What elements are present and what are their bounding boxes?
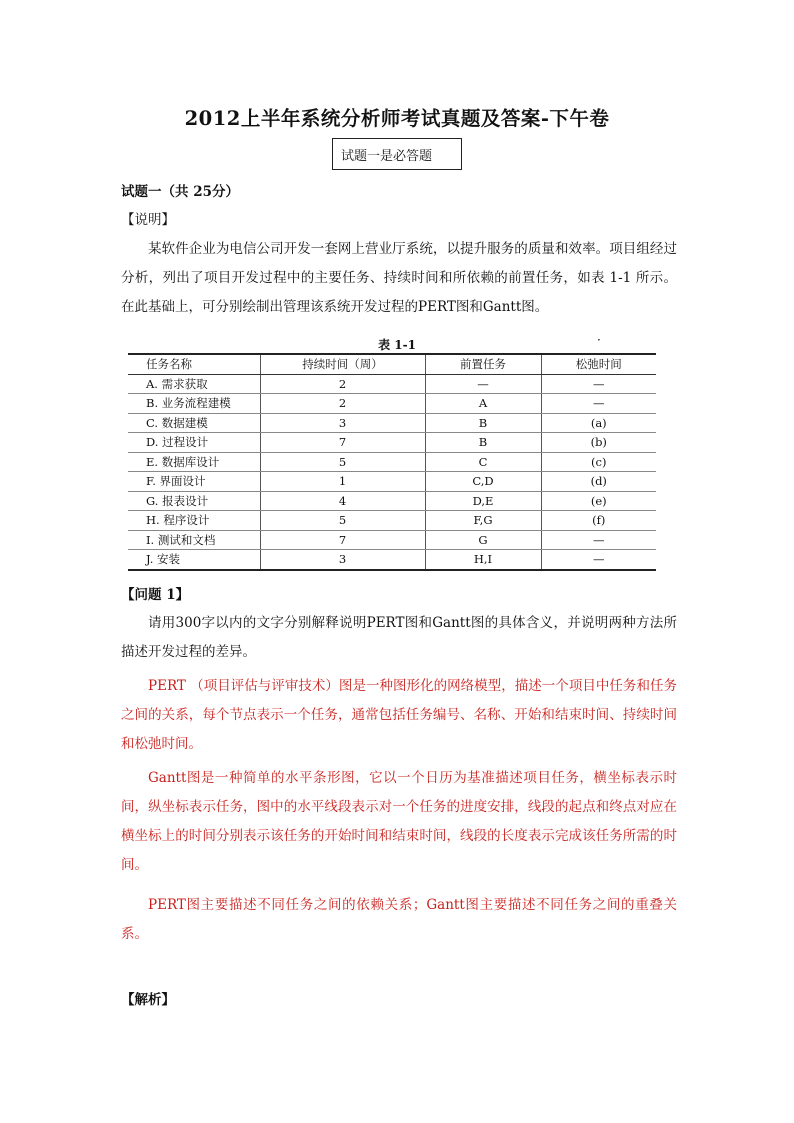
predecessor-cell: B	[425, 413, 541, 433]
slack-cell: —	[541, 550, 656, 570]
table-header-cell: 任务名称	[128, 354, 260, 374]
duration-cell: 3	[260, 550, 425, 570]
duration-cell: 7	[260, 433, 425, 453]
predecessor-cell: G	[425, 530, 541, 550]
slack-cell: —	[541, 530, 656, 550]
task-name-cell: F. 界面设计	[128, 472, 260, 492]
task-name-cell: G. 报表设计	[128, 491, 260, 511]
table-row	[128, 550, 656, 570]
analysis-label: 【解析】	[121, 992, 175, 1008]
table-row	[128, 394, 656, 414]
table-row	[128, 472, 656, 492]
required-question-box: 试题一是必答题	[332, 138, 462, 170]
problem1-label: 【问题 1】	[121, 587, 190, 603]
description-label: 【说明】	[121, 212, 175, 228]
slack-cell: —	[541, 374, 656, 394]
duration-cell: 3	[260, 413, 425, 433]
table-header-cell: 松弛时间	[541, 354, 656, 374]
table-header-cell: 前置任务	[425, 354, 541, 374]
duration-cell: 7	[260, 530, 425, 550]
table-row	[128, 413, 656, 433]
task-name-cell: D. 过程设计	[128, 433, 260, 453]
problem1-paragraph: 请用300字以内的文字分别解释说明PERT图和Gantt图的具体含义，并说明两种方法所描述开发过程的差异。	[121, 615, 677, 660]
description-paragraph: 某软件企业为电信公司开发一套网上营业厅系统，以提升服务的质量和效率。项目组经过分析，列出了项目开发过程中的主要任务、持续时间和所依赖的前置任务，如表 1-1 所示。在此基础上，可分别绘制出管理该系统开发过程的PERT图和Gantt图。	[121, 241, 677, 315]
table-row	[128, 433, 656, 453]
slack-cell: (f)	[541, 511, 656, 531]
slack-cell: (d)	[541, 472, 656, 492]
table-row	[128, 491, 656, 511]
duration-cell: 2	[260, 394, 425, 414]
task-name-cell: B. 业务流程建模	[128, 394, 260, 414]
task-name-cell: J. 安装	[128, 550, 260, 570]
task-name-cell: H. 程序设计	[128, 511, 260, 531]
predecessor-cell: H,I	[425, 550, 541, 570]
answer-pert-paragraph: PERT （项目评估与评审技术）图是一种图形化的网络模型，描述一个项目中任务和任务之间的关系，每个节点表示一个任务，通常包括任务编号、名称、开始和结束时间、持续时间和松弛时间。	[121, 678, 677, 752]
predecessor-cell: C	[425, 452, 541, 472]
table-row	[128, 530, 656, 550]
table-row	[128, 374, 656, 394]
question-heading: 试题一（共 25分）	[121, 184, 239, 200]
predecessor-cell: C,D	[425, 472, 541, 492]
answer-gantt-paragraph: Gantt图是一种简单的水平条形图，它以一个日历为基准描述项目任务，横坐标表示时间，纵坐标表示任务，图中的水平线段表示对一个任务的进度安排，线段的起点和终点对应在横坐标上的时间分别表示该任务的开始时间和结束时间，线段的长度表示完成该任务所需的时间。	[121, 770, 677, 873]
duration-cell: 5	[260, 452, 425, 472]
slack-cell: (b)	[541, 433, 656, 453]
predecessor-cell: D,E	[425, 491, 541, 511]
duration-cell: 4	[260, 491, 425, 511]
stray-dot: ·	[597, 333, 601, 347]
table-header-row	[128, 354, 656, 374]
task-name-cell: I. 测试和文档	[128, 530, 260, 550]
table-caption: 表 1-1	[378, 338, 416, 352]
predecessor-cell: A	[425, 394, 541, 414]
slack-cell: —	[541, 394, 656, 414]
predecessor-cell: B	[425, 433, 541, 453]
duration-cell: 1	[260, 472, 425, 492]
task-table	[128, 353, 656, 571]
task-name-cell: A. 需求获取	[128, 374, 260, 394]
duration-cell: 5	[260, 511, 425, 531]
slack-cell: (c)	[541, 452, 656, 472]
table-row	[128, 452, 656, 472]
page-title: 2012上半年系统分析师考试真题及答案-下午卷	[184, 107, 610, 130]
task-name-cell: E. 数据库设计	[128, 452, 260, 472]
predecessor-cell: F,G	[425, 511, 541, 531]
answer-difference-paragraph: PERT图主要描述不同任务之间的依赖关系；Gantt图主要描述不同任务之间的重叠关系。	[121, 897, 677, 942]
slack-cell: (e)	[541, 491, 656, 511]
duration-cell: 2	[260, 374, 425, 394]
table-header-cell: 持续时间（周）	[260, 354, 425, 374]
table-row	[128, 511, 656, 531]
predecessor-cell: —	[425, 374, 541, 394]
task-name-cell: C. 数据建模	[128, 413, 260, 433]
slack-cell: (a)	[541, 413, 656, 433]
